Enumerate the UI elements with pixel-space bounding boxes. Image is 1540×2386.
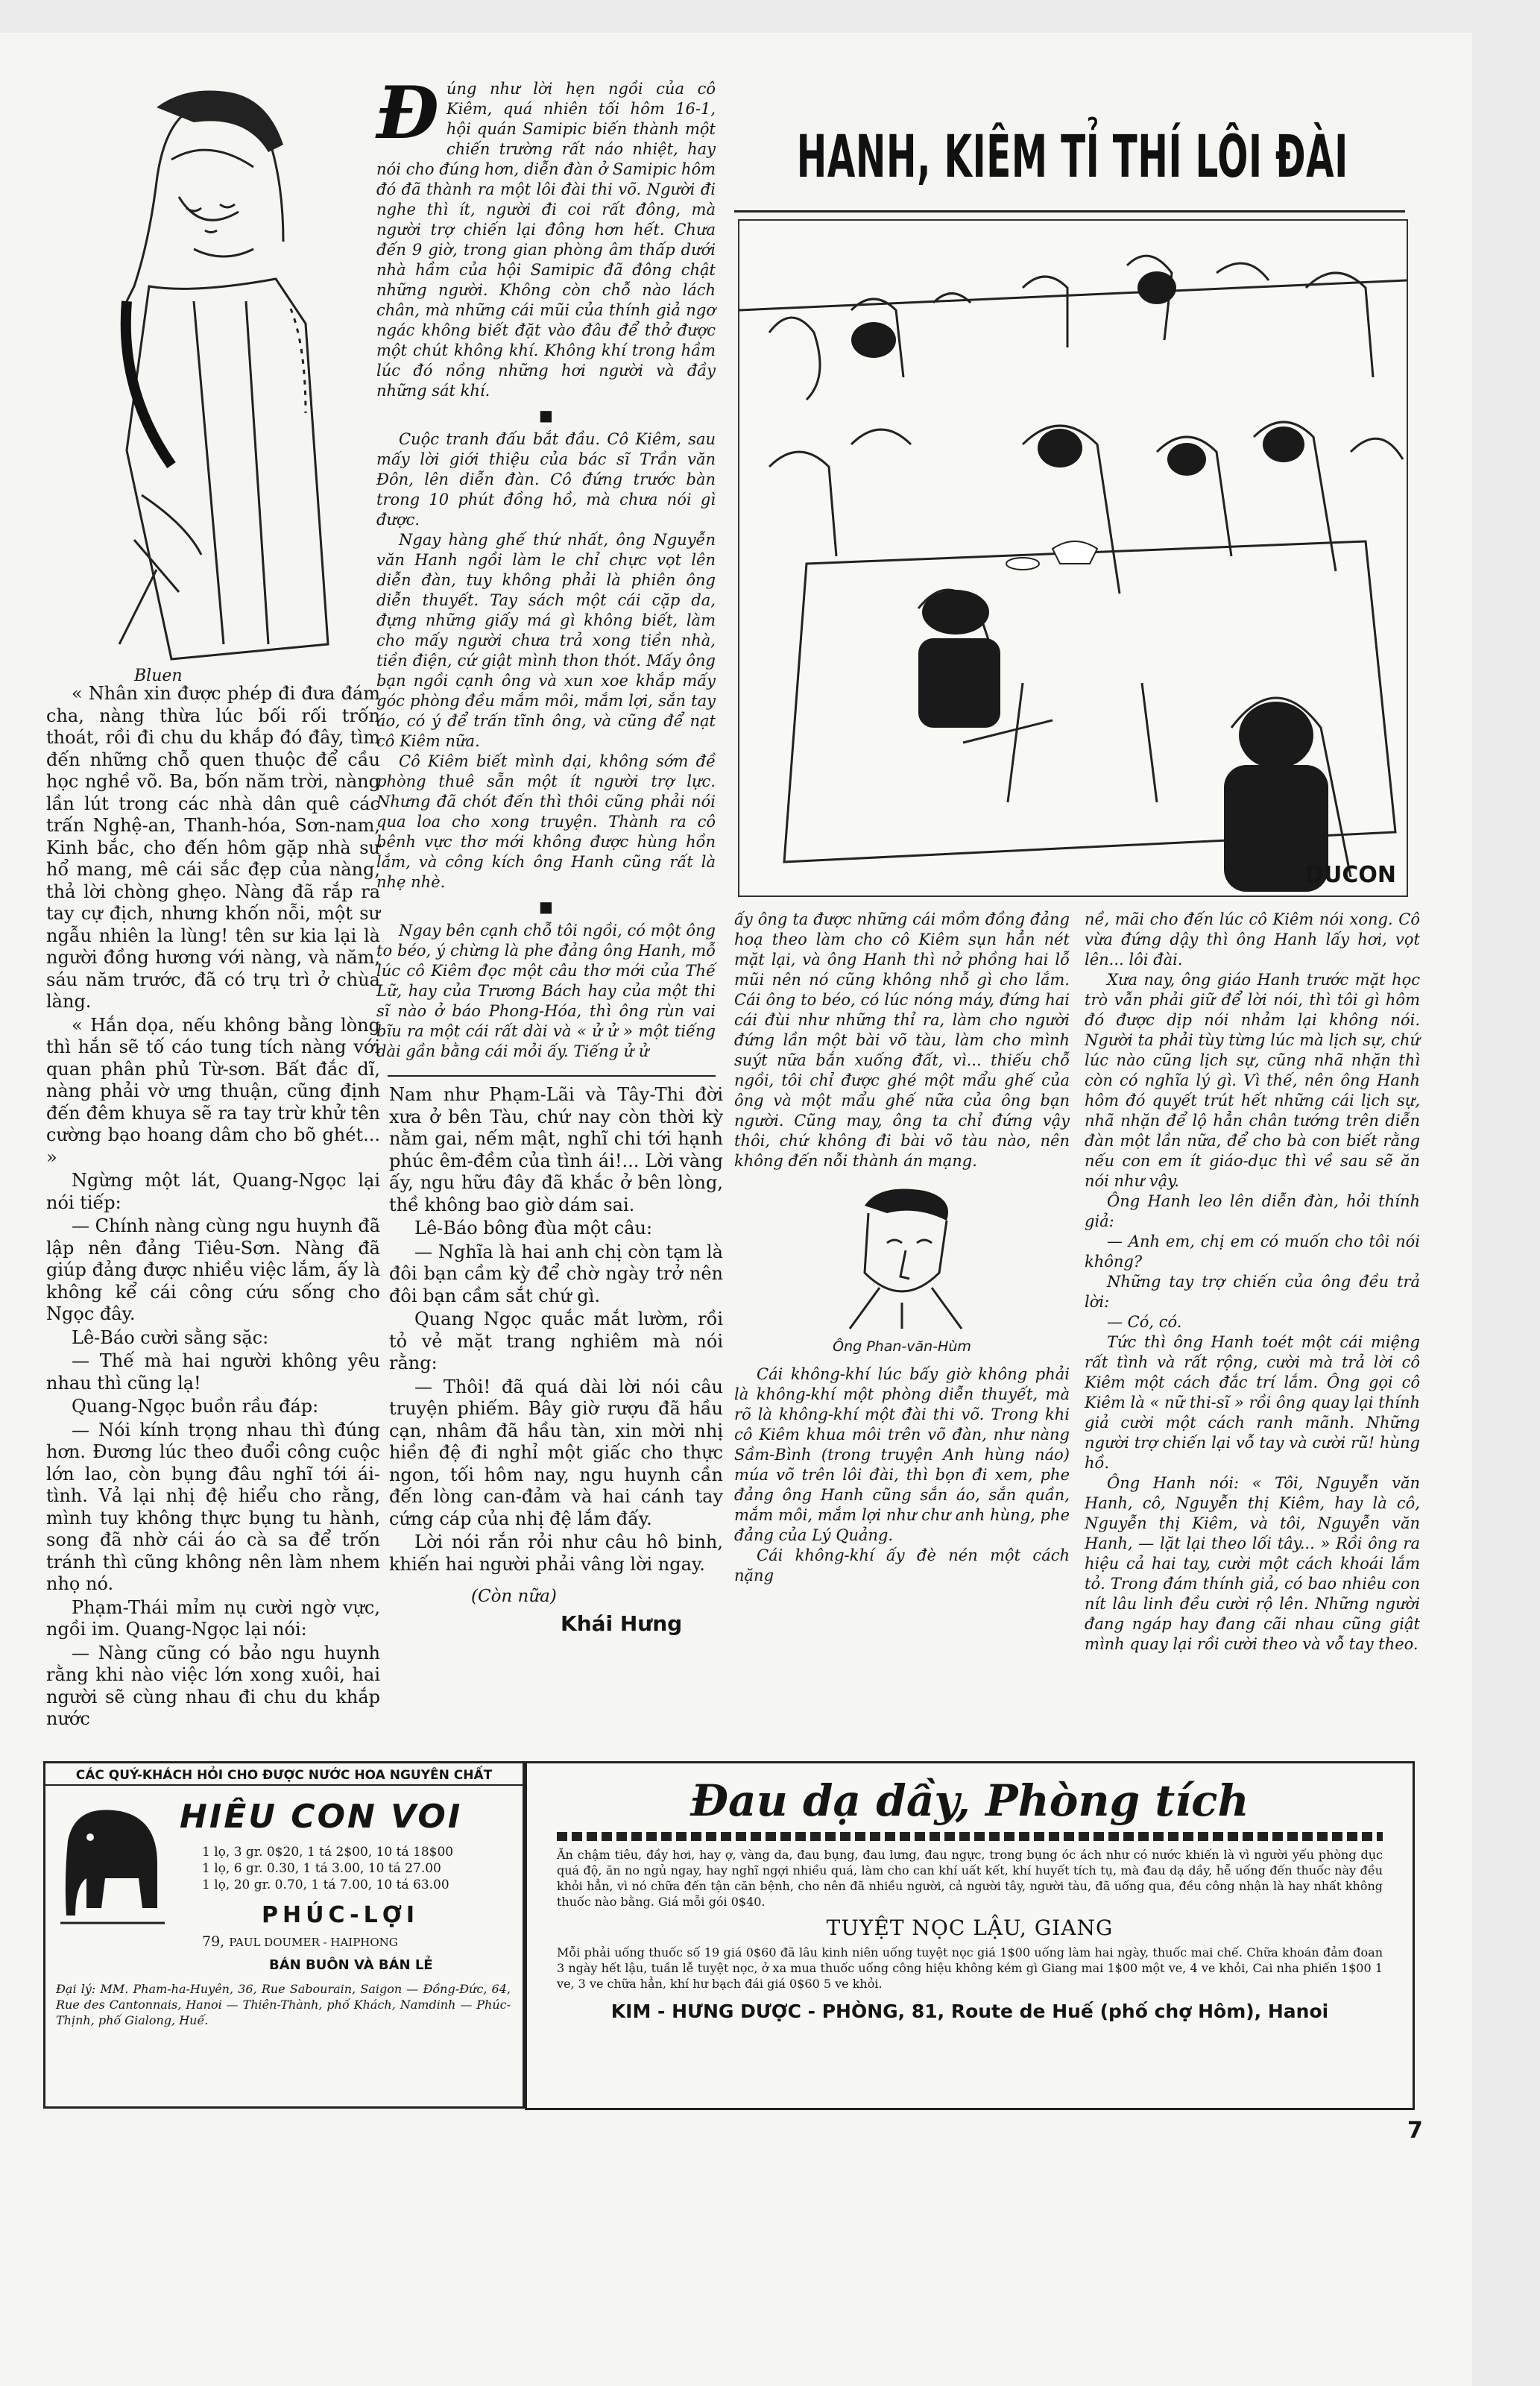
ad-subheading: TUYỆT NỌC LẬU, GIANG xyxy=(826,1916,1114,1940)
ad-pattern-rule xyxy=(557,1832,1383,1841)
article-paragraph: ấy ông ta được những cái mồm đồng đảng hoạ theo làm cho cô Kiêm sụn hẳn nét mặt lại, và ông Hanh thì nở phồng hai lỗ mũi nên nó cũng không nhỗ gì cho lắm. Cái ông to béo, có lúc nóng máy, đứng hai cái đùi như những thỉ ra, làm cho người đứng lần một bài võ tàu, làm cho mình suýt nữa bắn xuống đất, vì... thiếu chỗ ngồi, tôi chỉ được ghé một mẩu ghế của ông và một mẩu ghế nữa của ông bạn người. Cũng may, ông ta chỉ đứng vậy thôi, chứ không đi bài võ tàu nào, nên không đến nỗi thành án mạng. xyxy=(734,910,1070,1170)
serial-paragraph: Phạm-Thái mỉm nụ cười ngờ vực, ngồi im. Quang-Ngọc lại nói: xyxy=(46,1596,380,1640)
price-line: 1 lọ, 20 gr. 0.70, 1 tá 7.00, 10 tá 63.00 xyxy=(202,1877,449,1892)
serial-paragraph: — Nghĩa là hai anh chị còn tạm là đôi bạn cầm kỳ để chờ ngày trở nên đôi bạn cầm sắt chứ gì. xyxy=(389,1241,723,1306)
serial-paragraph: — Thế mà hai người không yêu nhau thì cũng lạ! xyxy=(46,1350,380,1394)
portrait-sketch xyxy=(835,1183,969,1332)
article-intro-column xyxy=(376,71,716,1060)
ad-body-2: Mỗi phải uống thuốc số 19 giá 0$60 đã lâu kinh niên uống tuyệt nọc giá 1$00 uống làm hai ngày, thuốc mai chế. Chữa khoán đảm đoan 3 ngày hết lậu, tuần lễ tuyệt nọc, ở xa mua thuốc uống công hiệu không kém gì Giang mai 1$00 một ve, 4 ve khỏi, Cai nha phiến 1$00 1 ve, 3 ve chữa hẳn, khí hư bạch đái giá 0$60 5 ve khỏi. xyxy=(557,1945,1383,1991)
separator: ■ xyxy=(539,898,553,916)
intro-text: úng như lời hẹn ngồi của cô Kiêm, quá nhiên tối hôm 16-1, hội quán Samipic biến thành một chiến trường rất náo nhiệt, hay nói cho đúng hơn, diễn đàn ở Samipic hôm đó đã thành ra một lôi đài thi võ. Người đi nghe thì ít, người đi coi rất đông, mà người trợ chiến lại đông hơn hết. Chưa đến 9 giờ, trong gian phòng âm thấp dưới nhà hầm của hội Samipic đã đông chật những người. Không còn chỗ nào lách chân, mà những cái mũi của thính giả ngơ ngác không biết đặt vào đâu để thở được một chút không khí. Không khí trong hầm lúc đó nồng những hơi người và đầy những sát khí. xyxy=(376,80,716,400)
serial-paragraph: — Chính nàng cùng ngu huynh đã lập nên đảng Tiêu-Sơn. Nàng đã giúp đảng được nhiều việc lắm, ấy là không kể cái công cứu sống cho Ngọc đây. xyxy=(46,1215,380,1324)
perfume-advertisement xyxy=(43,1761,525,2109)
artist-signature: DUCON xyxy=(1305,862,1396,888)
serial-paragraph: Ngừng một lát, Quang-Ngọc lại nói tiếp: xyxy=(46,1170,380,1213)
ad-agents: Đại lý: MM. Pham-ha-Huyên, 36, Rue Sabourain, Saigon — Đồng-Đức, 64, Rue des Cantonnais, Hanoi — Thiên-Thành, phố Khách, Namdinh — Phúc-Thịnh, phố Gialong, Huế. xyxy=(56,1982,511,2027)
serial-paragraph: — Nói kính trọng nhau thì đúng hơn. Đương lúc theo đuổi công cuộc lớn lao, còn bụng đâu nghĩ tới ái-tình. Vả lại nhị đệ hiểu cho rằng, mình tuy không thực bụng tu hành, song đã nhờ cái áo cà sa để trốn tránh thì cũng không nên làm nhem nhọ nó. xyxy=(46,1419,380,1594)
serial-paragraph: « Hắn dọa, nếu không bằng lòng thì hắn sẽ tố cáo tung tích nàng với quan phân phủ Từ-sơn. Bất đắc dĩ, nàng phải vờ ưng thuận, cũng định đến đêm khuya sẽ ra tay trừ khử tên cường bạo hoang dâm cho bõ ghét... » xyxy=(46,1014,380,1168)
ad-brand: HIÊU CON VOI xyxy=(180,1798,463,1836)
serial-column-1 xyxy=(46,683,380,1742)
ad-sale: BÁN BUÔN VÀ BÁN LẺ xyxy=(269,1957,433,1973)
ad-prices xyxy=(202,1844,515,1893)
article-paragraph: — Có, có. xyxy=(1107,1313,1182,1331)
price-line: 1 lọ, 6 gr. 0.30, 1 tá 3.00, 10 tá 27.00 xyxy=(202,1861,441,1876)
ad-headline: Đau dạ dầy, Phòng tích xyxy=(690,1775,1249,1826)
column-rule xyxy=(388,1075,716,1077)
article-paragraph: Cái không-khí lúc bấy giờ không phải là không-khí một phòng diễn thuyết, mà rõ là không-khí một đài thi võ. Trong khi cô Kiêm khua môi trên võ đàn, như nàng Sầm-Bình (trong truyện Anh hùng náo) múa võ trên lôi đài, thì bọn đi xem, phe đảng ông Hanh cũng sắn áo, sắn quần, mắm môi, mắm lợi như chư anh hùng, phe đảng của Lý Quảng. xyxy=(734,1365,1070,1544)
article-paragraph: nề, mãi cho đến lúc cô Kiêm nói xong. Cô vừa đứng dậy thì ông Hanh lấy hơi, vọt lên... lôi đài. xyxy=(1085,910,1420,969)
serial-paragraph: Lê-Báo bông đùa một câu: xyxy=(414,1218,653,1238)
serial-paragraph: Lời nói rắn rỏi như câu hô binh, khiến hai người phải vâng lời ngay. xyxy=(389,1532,723,1575)
portrait-drawing xyxy=(835,1183,969,1332)
serial-paragraph: « Nhân xin được phép đi đưa đám cha, nàng thừa lúc bối rối trốn thoát, rồi đi chu du khắp đó đây, tìm đến những chỗ quen thuộc để cầu học nghề võ. Ba, bốn năm trời, nàng lần lút trong các nhà dân quê các trấn Nghệ-an, Thanh-hóa, Sơn-nam, Kinh bắc, cho đến hôm gặp nhà sư hổ mang, mê cái sắc đẹp của nàng, thả lời chòng ghẹo. Nàng đã rắp ra tay cự địch, nhưng khốn nỗi, một sư ngẫu nhiên la lùng! tên sư kia lại là người đồng hương với nàng, và năm, sáu năm trước, đã có trụ trì ở chùa làng. xyxy=(46,683,380,1012)
article-paragraph: — Anh em, chị em có muốn cho tôi nói không? xyxy=(1085,1233,1420,1271)
serial-paragraph: Lê-Báo cười sằng sặc: xyxy=(72,1326,269,1348)
article-title: HANH, KIÊM TỈ THÍ LÔI ĐÀI xyxy=(796,124,1348,191)
article-paragraph: Cái không-khí ấy đè nén một cách nặng xyxy=(734,1546,1070,1584)
ad-address-number: 79, xyxy=(202,1933,225,1950)
article-paragraph: Tức thì ông Hanh toét một cái miệng rất tình và rất rộng, cười mà trả lời cô Kiêm một cách đắc trí lắm. Ông gọi cô Kiêm là « nữ thi-sĩ » rồi ông quay lại thính giả cười một cách ranh mãnh. Những người trợ chiến lại vỗ tay và cười rũ! hùng hồ. xyxy=(1085,1333,1420,1472)
serial-column-2 xyxy=(389,1084,723,1733)
elephant-icon xyxy=(53,1796,172,1945)
serial-paragraph: Quang-Ngọc buồn rầu đáp: xyxy=(72,1396,319,1417)
woman-sketch xyxy=(82,78,350,704)
article-paragraph: Ngay hàng ghế thứ nhất, ông Nguyễn văn Hanh ngồi làm le chỉ chực vọt lên diễn đàn, tuy không phải là phiên ông diễn thuyết. Tay sách một cái cặp da, đựng những giấy má gì không biết, làm cho mấy người chưa trả xong tiền nhà, tiền điện, cứ giật mình thon thót. Mấy ông bạn ngồi cạnh ông và xun xoe khắp mấy góc phòng đều mắm môi, mắm lợi, sắn tay áo, có ý để trấn tĩnh ông, và cũng để nạt cô Kiêm nữa. xyxy=(376,531,716,750)
elephant-logo xyxy=(53,1796,172,1945)
ad-body: Ăn chậm tiêu, đầy hơi, hay ợ, vàng da, đau bụng, đau lưng, đau ngực, trong bụng óc ách như có nước khiến là vì người yếu phòng dục quá độ, ăn no ngủ ngay, hay nghĩ ngợi nhiều quá, làm cho can khí uất kết, khí huyết tích tụ, mà đau dạ dầy, hễ uống đến thuốc này đều khỏi hẳn, vì nó chữa đến tận căn bệnh, cho nên đã nhiều người, cả người tây, người tàu, đã uống qua, đều công nhận là hay nhất không thuốc nào bằng. Giá mỗi gói 0$40. xyxy=(557,1848,1383,1909)
serial-paragraph: Quang Ngọc quắc mắt lườm, rồi tỏ vẻ mặt trang nghiêm mà nói rằng: xyxy=(389,1309,723,1373)
debate-hall-drawing xyxy=(739,221,1407,895)
sketch-signature: Bluen xyxy=(134,667,183,685)
ad-address-line xyxy=(202,1933,398,1950)
article-paragraph: Ông Hanh nói: « Tôi, Nguyễn văn Hanh, cô, Nguyễn thị Kiêm, hay là cô, Nguyễn thị Kiêm, và tôi, Nguyễn văn Hanh, — lặt lại theo lối tây... » Rồi ông ra hiệu cả hai tay, cười một cách khoái lắm tỏ. Trong đám thính giả, có bao nhiêu con nít lâu linh đều cười rộ lên. Những người đang ngáp hay đang cãi nhau cũng giật mình quay lại rồi cười theo và vỗ tay theo. xyxy=(1085,1474,1420,1653)
woman-illustration xyxy=(82,78,350,704)
serial-paragraph: — Thôi! đã quá dài lời nói câu truyện phiếm. Bây giờ rượu đã hầu cạn, nhâm đã hầu tàn, xin mời nhị hiền đệ đi nghỉ một giấc cho thực ngon, tối hôm nay, ngu huynh cần đến lòng can-đảm và hai cánh tay cứng cáp của nhị đệ lắm đấy. xyxy=(389,1376,723,1529)
ad-top-line: CÁC QUÝ-KHÁCH HỎI CHO ĐƯỢC NƯỚC HOA NGUYÊN CHẤT xyxy=(45,1763,523,1786)
article-paragraph: Ngay bên cạnh chỗ tôi ngồi, có một ông to béo, ý chừng là phe đảng ông Hanh, mỗ lúc cô Kiêm đọc một câu thơ mới của Thế Lữ, hay của Trương Bách hay của một thi sĩ nào ở báo Phong-Hóa, thì ông rùn vai bĩu ra một cái rất dài và « ử ử » một tiếng dài gần bằng cái mỏi ấy. Tiếng ử ử xyxy=(376,922,716,1060)
continued-note: (Còn nữa) xyxy=(471,1587,557,1606)
article-paragraph: Những tay trợ chiến của ông đều trả lời: xyxy=(1085,1273,1420,1311)
main-illustration xyxy=(738,219,1408,897)
title-rule xyxy=(734,210,1405,213)
medicine-advertisement xyxy=(525,1761,1415,2110)
article-paragraph: Cô Kiêm biết mình dại, không sớm đề phòng thuê sẵn một ít người trợ lực. Nhưng đã chót đến thì thôi cũng phải nói qua loa cho xong truyện. Thành ra cô bênh vực thơ mới không được hùng hồn lắm, và công kích ông Hanh cũng rất là nhẹ nhè. xyxy=(376,752,716,891)
article-paragraph: Xưa nay, ông giáo Hanh trước mặt học trò vẫn phải giữ để lời nói, thì tôi gì hôm đó được dịp nói nhảm lại không nói. Người ta phải tùy từng lúc mà lịch sự, chứ lúc nào cũng lịch sự, cũng nhã nhặn thì còn có nghĩa lý gì. Vì thế, nên ông Hanh hôm đó quyết trút hết những cái lịch sự, nhã nhặn để lộ hẳn chân tướng trên diễn đàn một lần nữa, để cho bà con biết rằng nếu con em ít giáo-dục thì về sau sẽ ăn nói như vậy. xyxy=(1085,971,1420,1190)
article-paragraph: Ông Hanh leo lên diễn đàn, hỏi thính giả: xyxy=(1085,1192,1420,1230)
ad-address: PAUL DOUMER - HAIPHONG xyxy=(229,1936,398,1949)
article-column-3 xyxy=(734,910,1070,1745)
ad-footer: KIM - HƯNG DƯỢC - PHÒNG, 81, Route de Huế (phố chợ Hôm), Hanoi xyxy=(610,2001,1329,2022)
page-number: 7 xyxy=(1407,2118,1423,2144)
newspaper-page xyxy=(0,33,1472,2386)
serial-author: Khái Hưng xyxy=(561,1611,683,1636)
serial-paragraph: — Nàng cũng có bảo ngu huynh rằng khi nào việc lớn xong xuôi, hai người sẽ cùng nhau đi chu du khắp nước xyxy=(46,1642,380,1729)
separator: ■ xyxy=(539,406,553,424)
price-line: 1 lọ, 3 gr. 0$20, 1 tá 2$00, 10 tá 18$00 xyxy=(202,1845,454,1860)
portrait-caption: Ông Phan-văn-Hùm xyxy=(833,1338,971,1355)
dropcap: Đ xyxy=(376,71,439,155)
serial-paragraph: Nam như Phạm-Lãi và Tây-Thi đời xưa ở bên Tàu, chứ nay còn thời kỳ nằm gai, nếm mật, nghĩ chi tới hạnh phúc êm-đềm của tình ái!... Lời vàng ấy, ngu hữu đây đã khắc ở bên lòng, thề không bao giờ dám sai. xyxy=(389,1084,723,1215)
article-column-4 xyxy=(1085,910,1420,1745)
article-paragraph: Cuộc tranh đấu bắt đầu. Cô Kiêm, sau mấy lời giới thiệu của bác sĩ Trần văn Đôn, lên diễn đàn. Cô đứng trước bàn trong 10 phút đồng hồ, mà chưa nói gì được. xyxy=(376,430,716,529)
ad-company: PHÚC-LỢI xyxy=(262,1902,420,1928)
